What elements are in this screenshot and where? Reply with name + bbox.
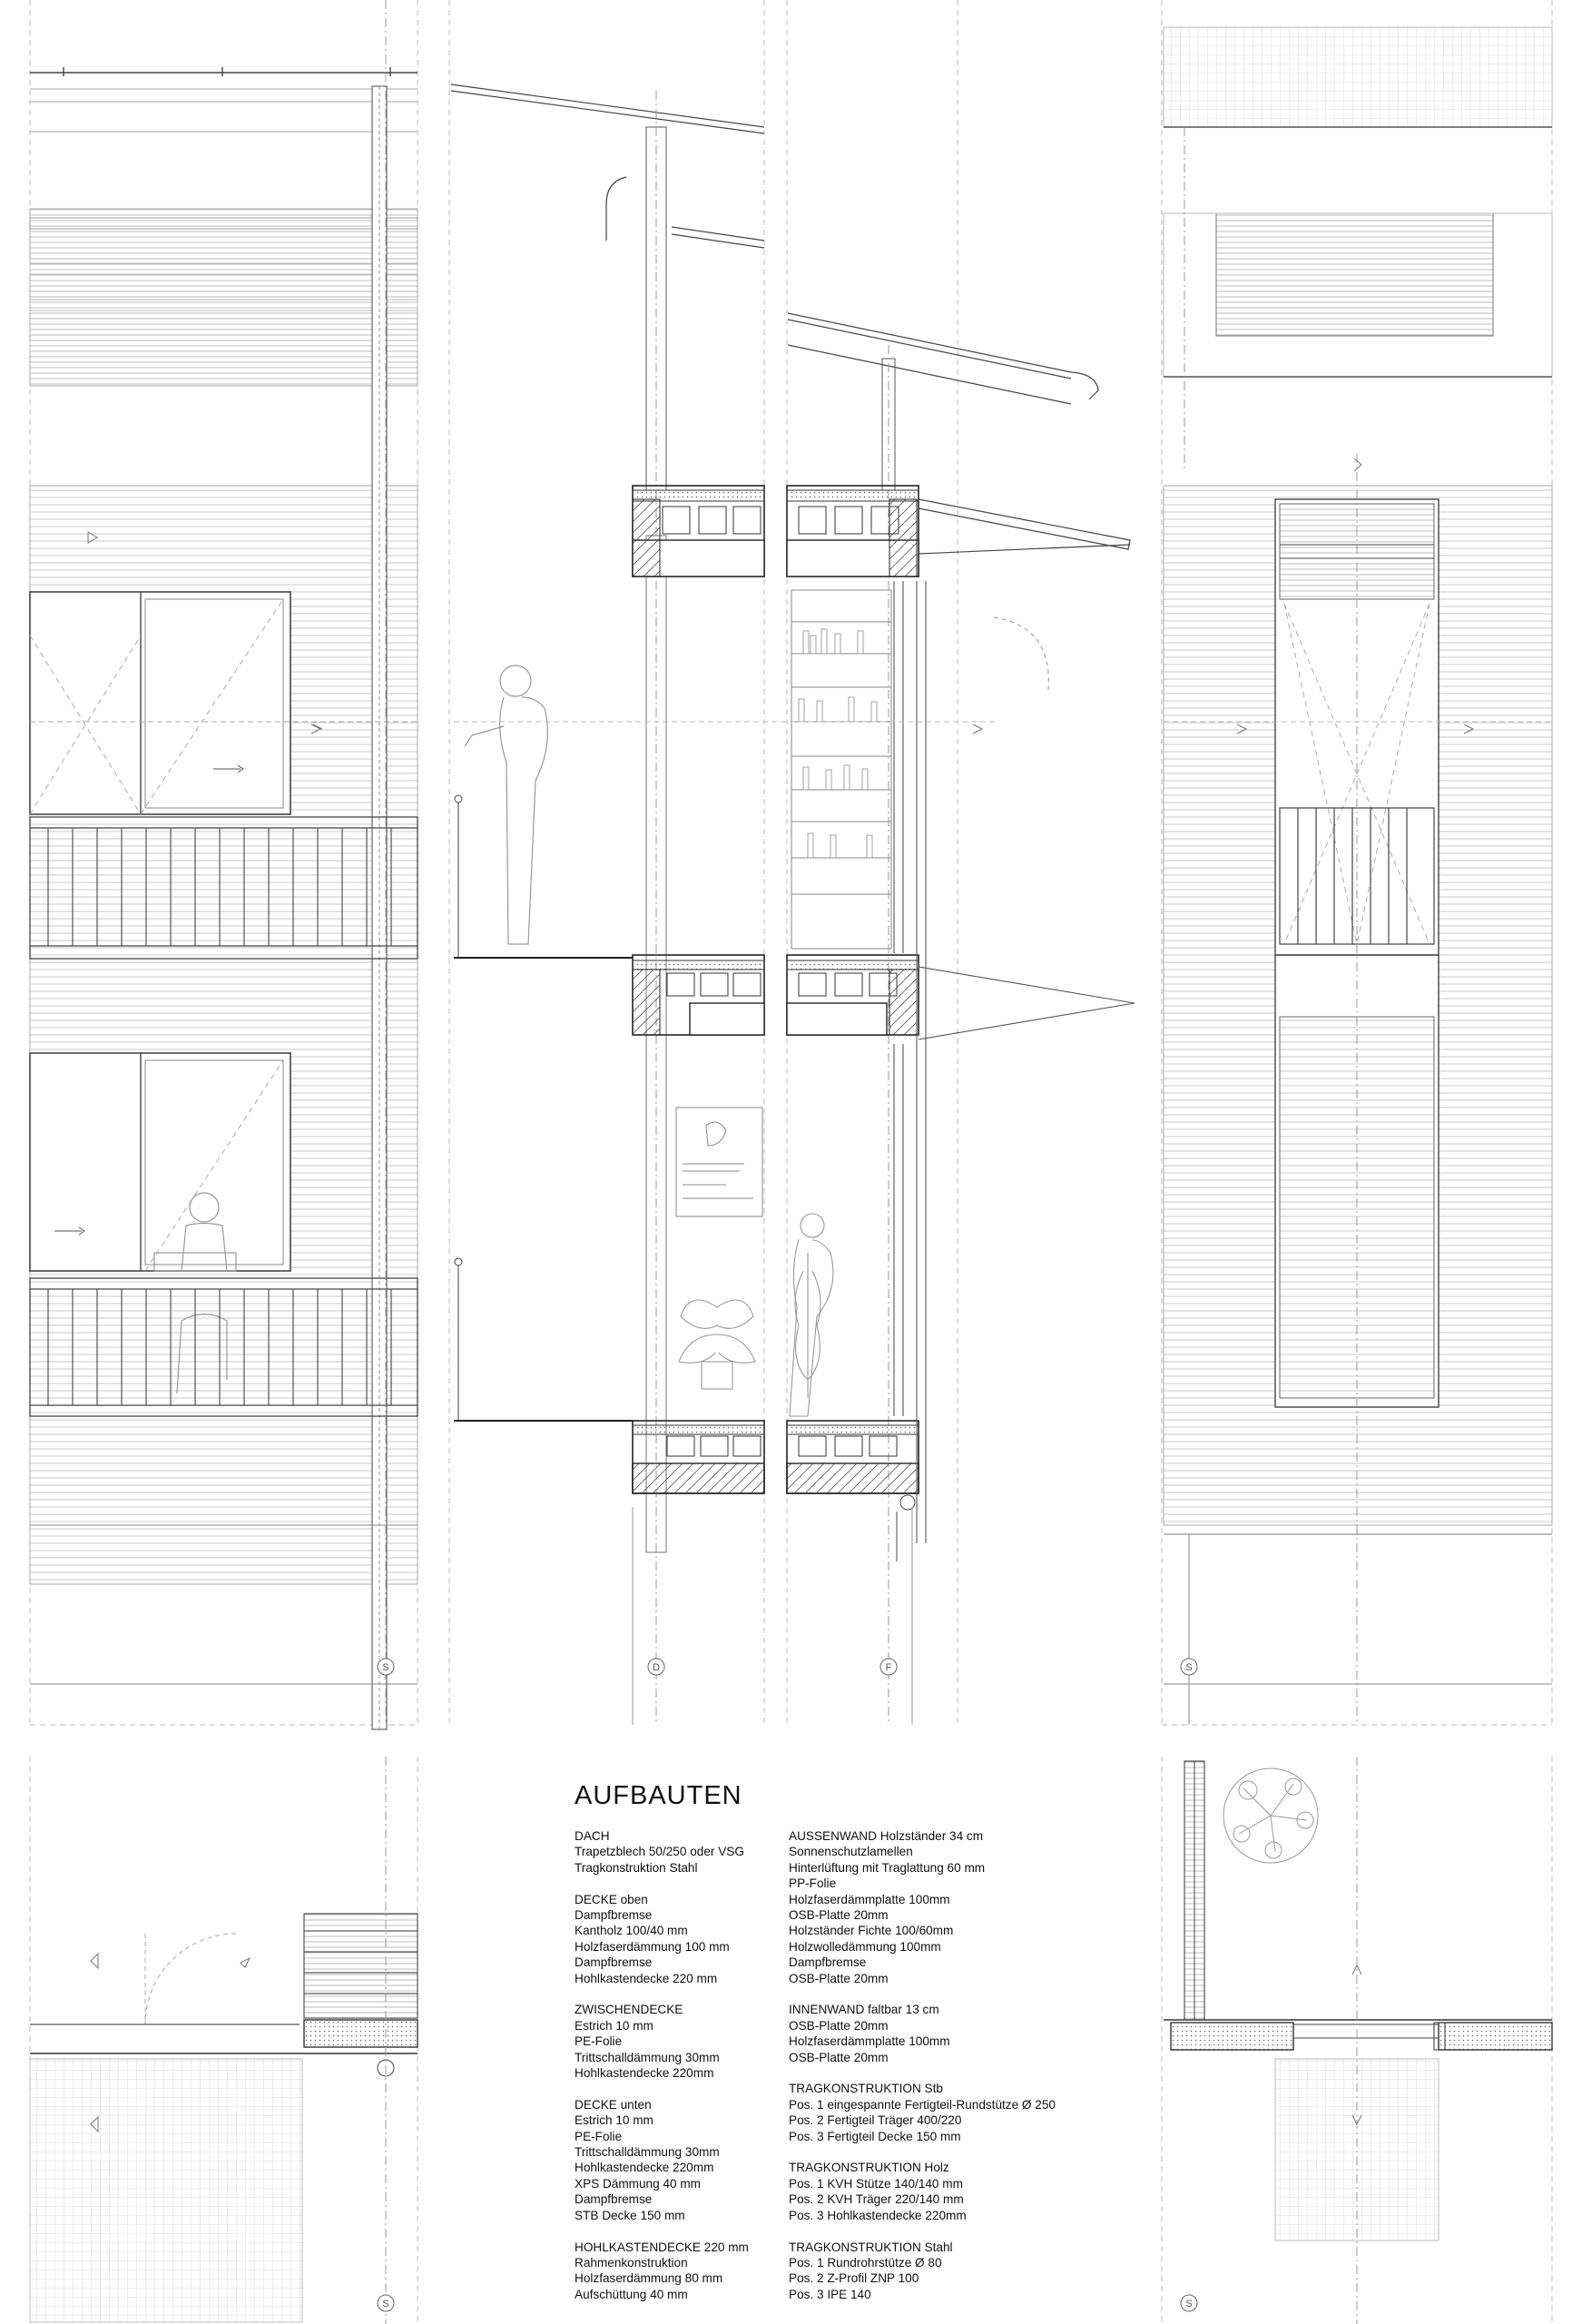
layer-heading: TRAGKONSTRUKTION Stahl	[789, 2240, 953, 2254]
layer-line: Sonnenschutzlamellen	[789, 1845, 913, 1859]
legend-left-column	[575, 1828, 774, 2319]
layer-group	[575, 2097, 774, 2223]
layer-line: Dampfbremse	[575, 2192, 653, 2207]
layer-line: Pos. 2 Z-Profil ZNP 100	[789, 2271, 919, 2286]
layer-line: Dampfbremse	[789, 1955, 867, 1970]
layer-line: Dampfbremse	[575, 1908, 653, 1923]
axis-label: S	[382, 1662, 389, 1673]
layer-line: Rahmenkonstruktion	[575, 2255, 688, 2270]
legend-title: AUFBAUTEN	[575, 1781, 742, 1810]
layer-group	[575, 2002, 774, 2081]
layer-line: Estrich 10 mm	[575, 2113, 653, 2128]
layer-group	[575, 2240, 774, 2303]
layer-line: Hohlkastendecke 220mm	[575, 2161, 714, 2175]
layer-line: Holzwolledämmung 100mm	[789, 1939, 941, 1954]
layer-line: PE-Folie	[575, 2129, 623, 2143]
layer-line: Holzfaserdämmplatte 100mm	[789, 1892, 950, 1906]
legend-right-column	[789, 1828, 1061, 2319]
axis-label: F	[885, 1662, 892, 1673]
layer-heading: HOHLKASTENDECKE 220 mm	[575, 2240, 749, 2254]
legend-aufbauten	[575, 1781, 1228, 2301]
layer-line: OSB-Platte 20mm	[789, 1971, 889, 1985]
layer-heading: DECKE oben	[575, 1892, 648, 1906]
layer-line: OSB-Platte 20mm	[789, 2050, 889, 2064]
layer-group	[789, 2081, 1061, 2144]
layer-line: XPS Dämmung 40 mm	[575, 2176, 702, 2191]
layer-line: PP-Folie	[789, 1876, 837, 1891]
layer-group	[789, 2002, 1061, 2065]
central-section	[313, 84, 1135, 1725]
layer-line: Trapetzblech 50/250 oder VSG	[575, 1845, 744, 1859]
layer-line: Pos. 2 Fertigteil Träger 400/220	[789, 2113, 962, 2128]
layer-heading: DECKE unten	[575, 2097, 652, 2112]
layer-line: Pos. 3 Hohlkastendecke 220mm	[789, 2208, 967, 2222]
layer-line: OSB-Platte 20mm	[789, 2018, 889, 2033]
layer-group	[789, 2240, 1061, 2303]
layer-line: PE-Folie	[575, 2034, 623, 2049]
axis-label: S	[1185, 1662, 1193, 1673]
layer-heading: TRAGKONSTRUKTION Holz	[789, 2161, 949, 2175]
layer-line: Aufschüttung 40 mm	[575, 2287, 688, 2301]
layer-line: Holzständer Fichte 100/60mm	[789, 1924, 954, 1938]
layer-line: OSB-Platte 20mm	[789, 1908, 889, 1923]
layer-line: Holzfaserdämmung 100 mm	[575, 1939, 730, 1954]
layer-heading: INNENWAND faltbar 13 cm	[789, 2003, 939, 2017]
layer-heading: TRAGKONSTRUKTION Stb	[789, 2082, 943, 2096]
layer-line: Pos. 3 Fertigteil Decke 150 mm	[789, 2129, 961, 2143]
layer-line: Pos. 1 KVH Stütze 140/140 mm	[789, 2176, 963, 2191]
layer-line: Hinterlüftung mit Traglattung 60 mm	[789, 1860, 986, 1875]
layer-line: Hohlkastendecke 220 mm	[575, 1971, 718, 1985]
lower-left-detail	[30, 1757, 418, 2324]
layer-group	[575, 1892, 774, 1986]
axis-markers	[378, 1659, 1197, 2311]
left-elevation	[30, 0, 418, 1729]
layer-heading: DACH	[575, 1829, 610, 1843]
layer-group	[789, 2160, 1061, 2223]
layer-group	[789, 1828, 1061, 1986]
layer-heading: AUSSENWAND Holzständer 34 cm	[789, 1829, 984, 1843]
right-elevation	[1164, 27, 1552, 1725]
layer-line: Pos. 3 IPE 140	[789, 2287, 871, 2301]
layer-line: Hohlkastendecke 220mm	[575, 2066, 714, 2081]
layer-line: Kantholz 100/40 mm	[575, 1924, 688, 1938]
layer-line: Holzfaserdämmung 80 mm	[575, 2271, 723, 2286]
layer-line: Pos. 1 Rundrohrstütze Ø 80	[789, 2255, 942, 2270]
layer-line: Estrich 10 mm	[575, 2018, 653, 2033]
layer-line: Trittschalldämmung 30mm	[575, 2050, 720, 2064]
layer-line: Holzfaserdämmplatte 100mm	[789, 2034, 950, 2049]
layer-line: Pos. 2 KVH Träger 220/140 mm	[789, 2192, 964, 2207]
axis-label: D	[653, 1662, 660, 1673]
axis-label: S	[1185, 2299, 1193, 2309]
layer-group	[575, 1828, 774, 1876]
layer-heading: ZWISCHENDECKE	[575, 2003, 683, 2017]
layer-line: Dampfbremse	[575, 1955, 653, 1970]
axis-label: S	[382, 2299, 389, 2309]
lower-right-detail	[1164, 1757, 1552, 2324]
layer-line: Tragkonstruktion Stahl	[575, 1860, 698, 1875]
layer-line: STB Decke 150 mm	[575, 2208, 685, 2222]
layer-line: Pos. 1 eingespannte Fertigteil-Rundstütze Ø 250	[789, 2097, 1056, 2112]
layer-line: Trittschalldämmung 30mm	[575, 2145, 720, 2160]
